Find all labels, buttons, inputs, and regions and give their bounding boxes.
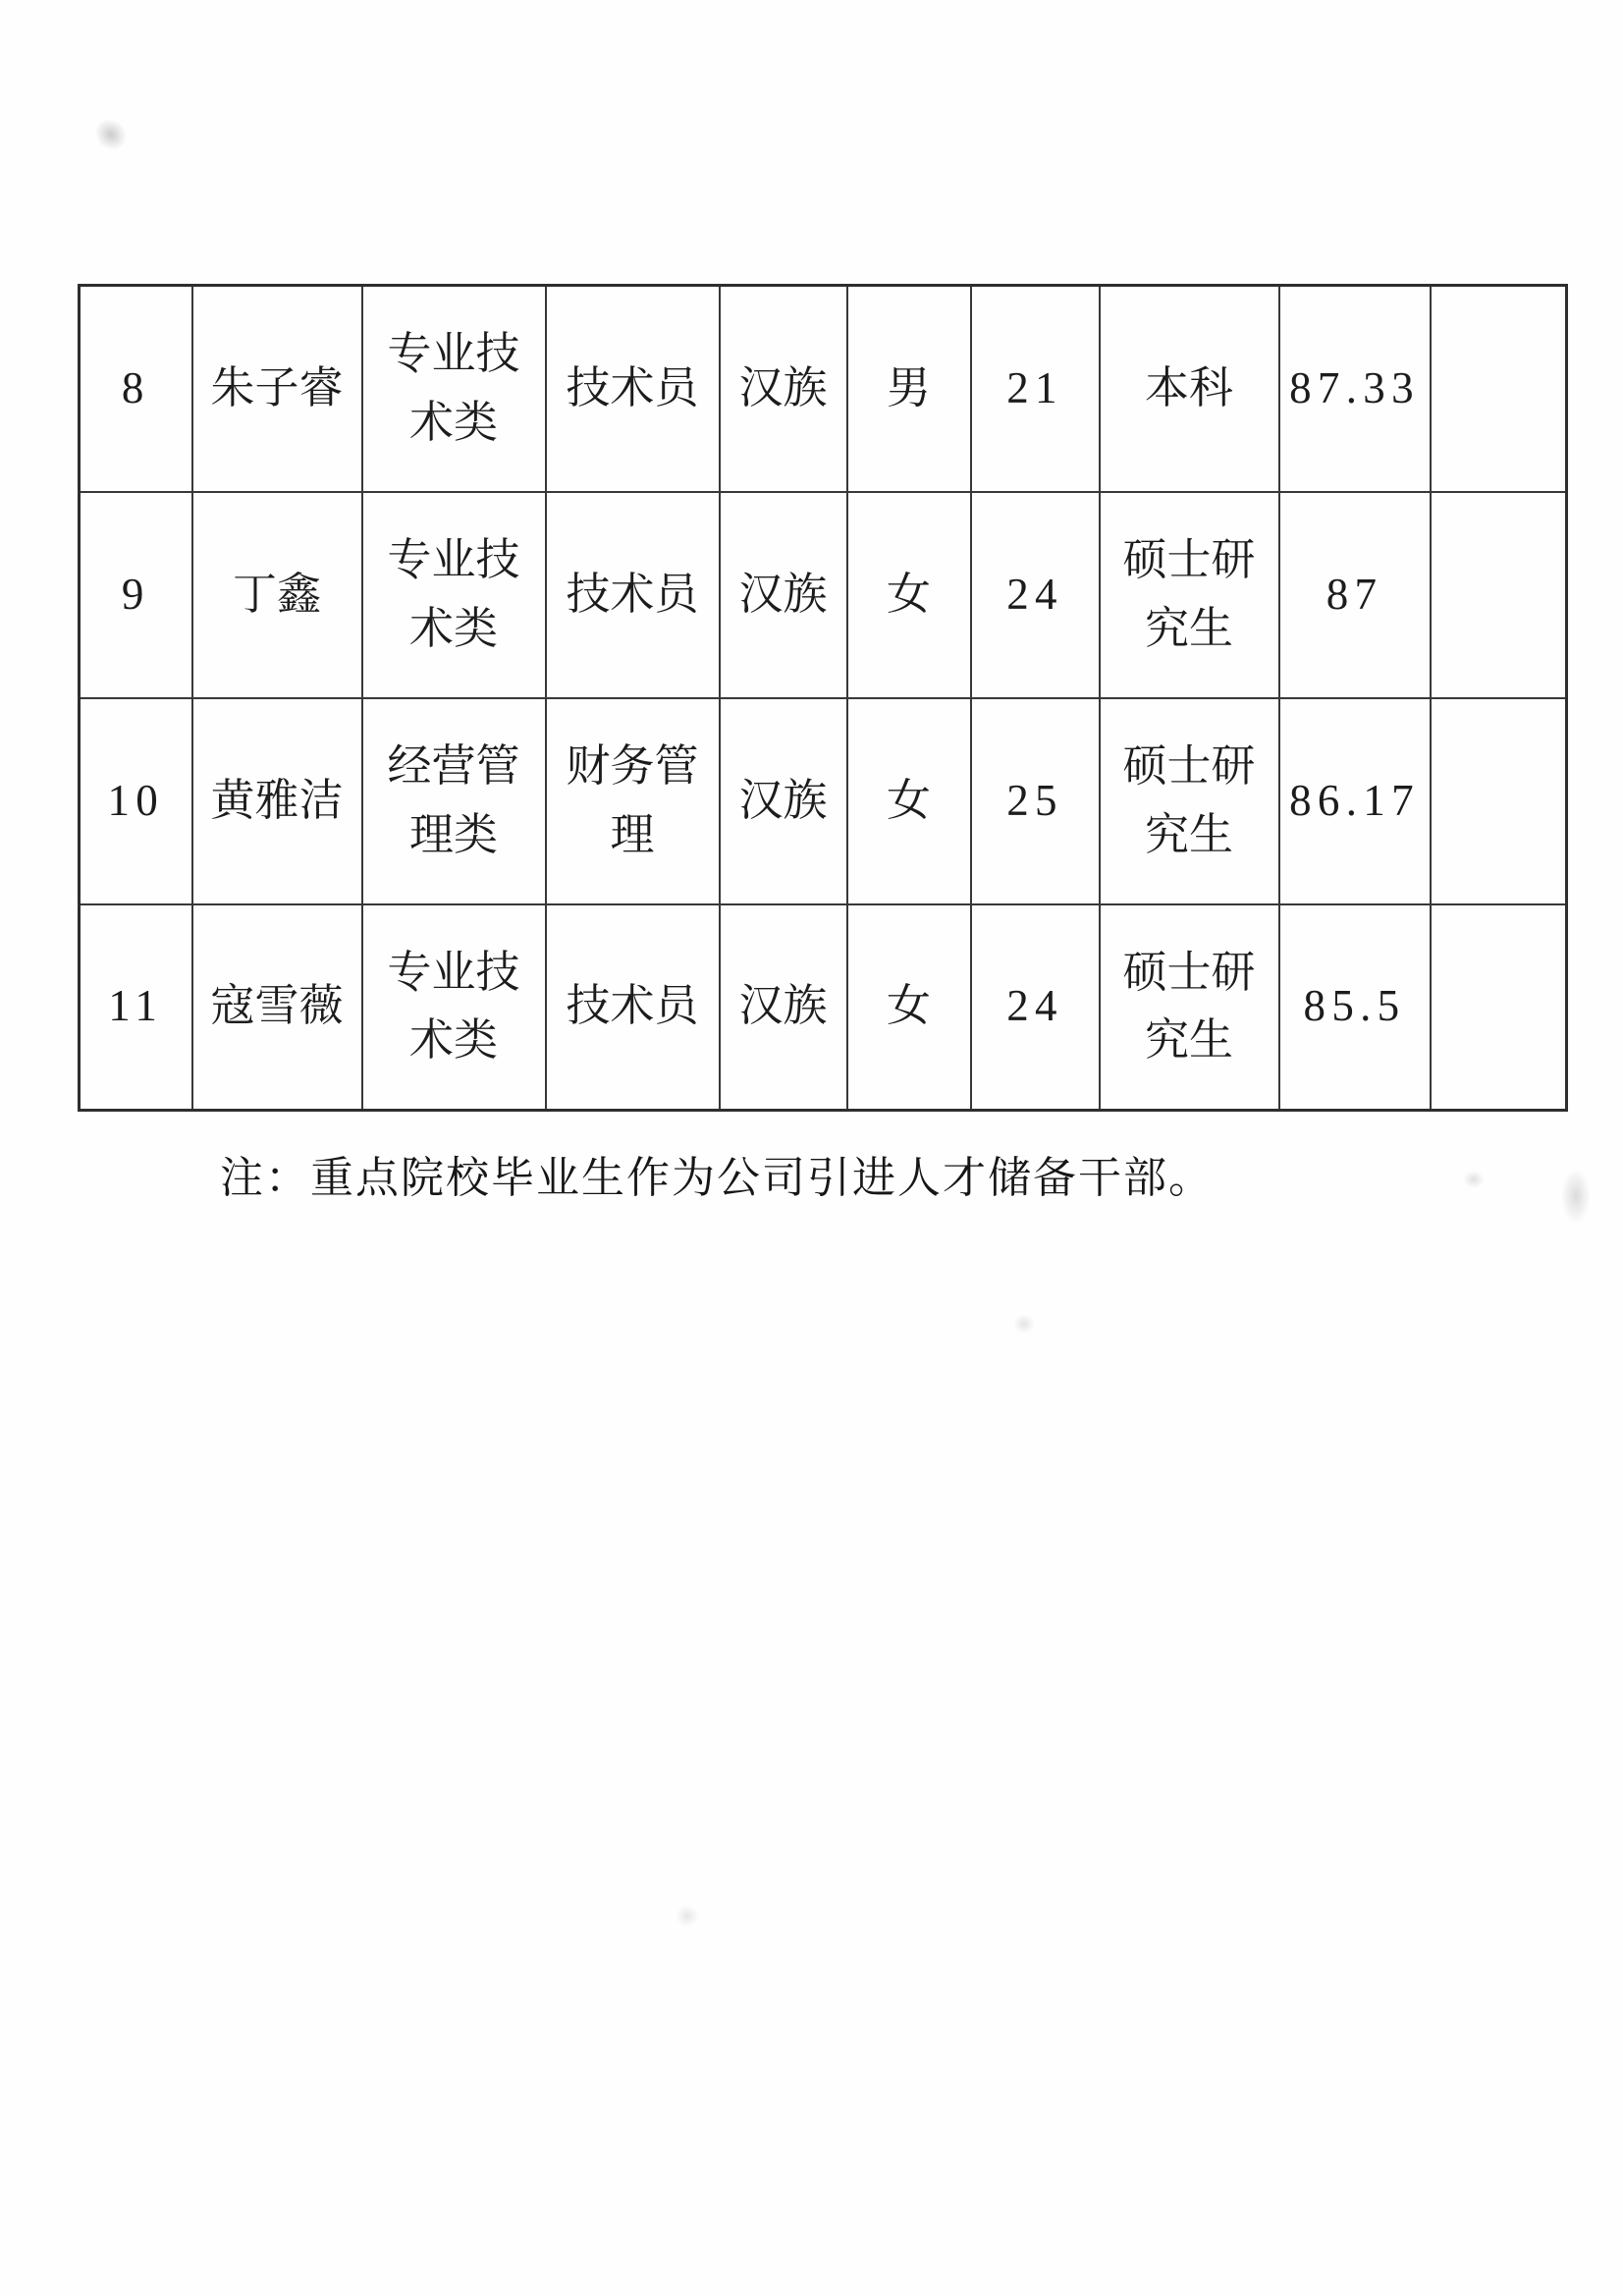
cell-gender: 男 <box>847 286 971 492</box>
cell-age: 24 <box>971 492 1100 698</box>
scan-smudge <box>88 113 133 157</box>
cell-category: 经营管理类 <box>362 698 546 904</box>
cell-row-number: 9 <box>80 492 192 698</box>
cell-score: 87 <box>1279 492 1431 698</box>
cell-remark <box>1431 492 1567 698</box>
table-row <box>80 904 1567 1111</box>
cell-name: 寇雪薇 <box>192 904 362 1111</box>
personnel-roster-table <box>78 284 1568 1112</box>
cell-category: 专业技术类 <box>362 286 546 492</box>
cell-age: 24 <box>971 904 1100 1111</box>
scan-smudge <box>676 1905 699 1927</box>
cell-education: 本科 <box>1100 286 1279 492</box>
cell-row-number: 11 <box>80 904 192 1111</box>
cell-remark <box>1431 904 1567 1111</box>
cell-ethnicity: 汉族 <box>720 492 847 698</box>
cell-position: 技术员 <box>546 492 720 698</box>
scan-smudge <box>1463 1171 1485 1188</box>
footnote-text: 注：重点院校毕业生作为公司引进人才储备干部。 <box>220 1154 1214 1202</box>
cell-age: 21 <box>971 286 1100 492</box>
cell-remark <box>1431 698 1567 904</box>
cell-category: 专业技术类 <box>362 904 546 1111</box>
cell-gender: 女 <box>847 492 971 698</box>
cell-row-number: 8 <box>80 286 192 492</box>
cell-education: 硕士研究生 <box>1100 904 1279 1111</box>
cell-score: 86.17 <box>1279 698 1431 904</box>
cell-gender: 女 <box>847 698 971 904</box>
table-row <box>80 286 1567 492</box>
cell-name: 朱子睿 <box>192 286 362 492</box>
personnel-roster-body <box>80 286 1567 1111</box>
cell-remark <box>1431 286 1567 492</box>
cell-education: 硕士研究生 <box>1100 492 1279 698</box>
cell-age: 25 <box>971 698 1100 904</box>
cell-ethnicity: 汉族 <box>720 698 847 904</box>
cell-name: 丁鑫 <box>192 492 362 698</box>
cell-position: 技术员 <box>546 286 720 492</box>
cell-gender: 女 <box>847 904 971 1111</box>
cell-score: 85.5 <box>1279 904 1431 1111</box>
cell-name: 黄雅洁 <box>192 698 362 904</box>
table-row <box>80 492 1567 698</box>
cell-education: 硕士研究生 <box>1100 698 1279 904</box>
table-row <box>80 698 1567 904</box>
cell-position: 财务管理 <box>546 698 720 904</box>
cell-ethnicity: 汉族 <box>720 286 847 492</box>
cell-ethnicity: 汉族 <box>720 904 847 1111</box>
cell-category: 专业技术类 <box>362 492 546 698</box>
cell-row-number: 10 <box>80 698 192 904</box>
scan-smudge <box>1013 1314 1035 1334</box>
scan-smudge <box>1561 1169 1591 1224</box>
cell-position: 技术员 <box>546 904 720 1111</box>
cell-score: 87.33 <box>1279 286 1431 492</box>
